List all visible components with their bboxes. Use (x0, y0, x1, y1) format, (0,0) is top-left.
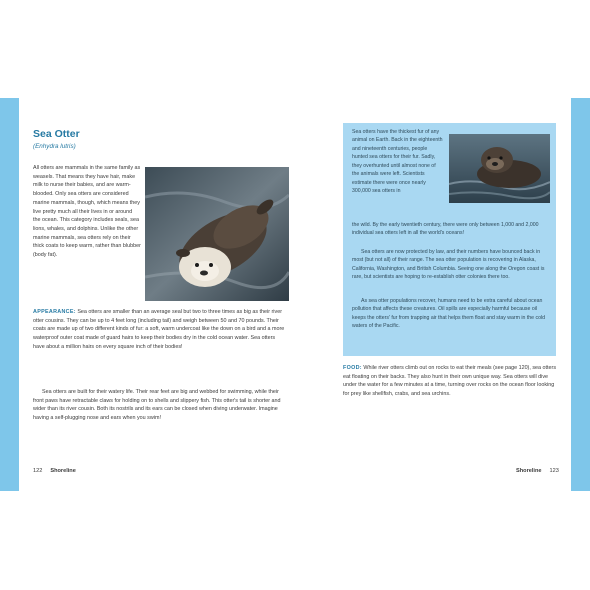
scientific-name: (Enhydra lutris) (33, 143, 76, 150)
right-page-footer (516, 468, 559, 474)
sidebar-paragraph-1: Sea otters have the thickest fur of any animal on Earth. Back in the eighteenth and nineteenth centuries, people hunted sea otters for their fur. Sadly, they overhunted until almost none of the animals were left. Scientists estimate there were once nearly 300,000 sea otters in (352, 129, 443, 195)
intro-paragraph: All otters are mammals in the same family as weasels. That means they have hair, make milk to nurse their babies, and are warm-blooded. Only sea otters are considered marine mammals, though, which means they live pretty much all their lives in or around the ocean. This category includes seals, sea lions, whales, and dolphins. Unlike the other marine mammals, sea otters rely on their thick coats to keep warm, rather than blubber (body fat). (33, 165, 141, 259)
food-paragraph (343, 364, 561, 399)
page-number-left: 122 (33, 468, 43, 474)
right-edge-bar (571, 98, 590, 491)
sidebar-paragraph-1-continued: the wild. By the early twentieth century, there were only between 1,000 and 2,000 individual sea otters left in all the world's oceans! (352, 222, 539, 237)
appearance-label: APPEARANCE: (33, 309, 76, 315)
left-page-footer (33, 468, 76, 474)
body-paragraph: Sea otters are built for their watery life. Their rear feet are big and webbed for swimming, while their front paws have retractable claws for holding on to shells and slippery fish. This otter's tail is shorter and wider than its river cousin. Both its nostrils and its ears can be closed when diving underwater. Imagine having a self-plugging nose and ears when you swim! (33, 389, 281, 422)
section-label-left: Shoreline (50, 468, 76, 474)
left-edge-bar (0, 98, 19, 491)
sidebar-paragraph-2: Sea otters are now protected by law, and their numbers have bounced back in most (but not all) of their range. The sea otter population is recovering in Alaska, California, Washington, and British Columbia. Seeing one along the Oregon coast is rare, but scientists are hoping to re-establish otter colonies there too. (352, 249, 545, 281)
sidebar-paragraph-3: As sea otter populations recover, humans need to be extra careful about ocean pollution that affects these creatures. Oil spills are especially harmful because oil keeps the otters' fur from trapping air that helps them float and stay warm in the cold waters of the Pacific. (352, 298, 546, 330)
sea-otter-photo-swimming (449, 134, 550, 203)
section-label-right: Shoreline (516, 468, 542, 474)
appearance-paragraph (33, 308, 288, 352)
page-title: Sea Otter (33, 128, 80, 140)
page-number-right: 123 (549, 468, 559, 474)
appearance-text: Sea otters are smaller than an average seal but two to three times as big as their river otter cousins. They can be up to 4 feet long (including tail) and weigh between 50 and 70 pounds. Their coats are made up of two different kinds of fur: a soft, warm undercoat like the down on a bird and a more waterproof outer coat made of guard hairs to keep their bodies dry in the cold ocean water. Sea otters have about a million hairs on every square inch of their bodies! (33, 309, 285, 350)
food-label: FOOD: (343, 365, 362, 371)
food-text: While river otters climb out on rocks to eat their meals (see page 120), sea otters eat floating on their backs. They also hunt in their own unique way. Sea otters will dive under the water for a few minutes at a time, turning over rocks on the ocean floor looking for prey like shellfish, crabs, and sea urchins. (343, 365, 557, 398)
sea-otter-photo-floating (145, 167, 289, 301)
